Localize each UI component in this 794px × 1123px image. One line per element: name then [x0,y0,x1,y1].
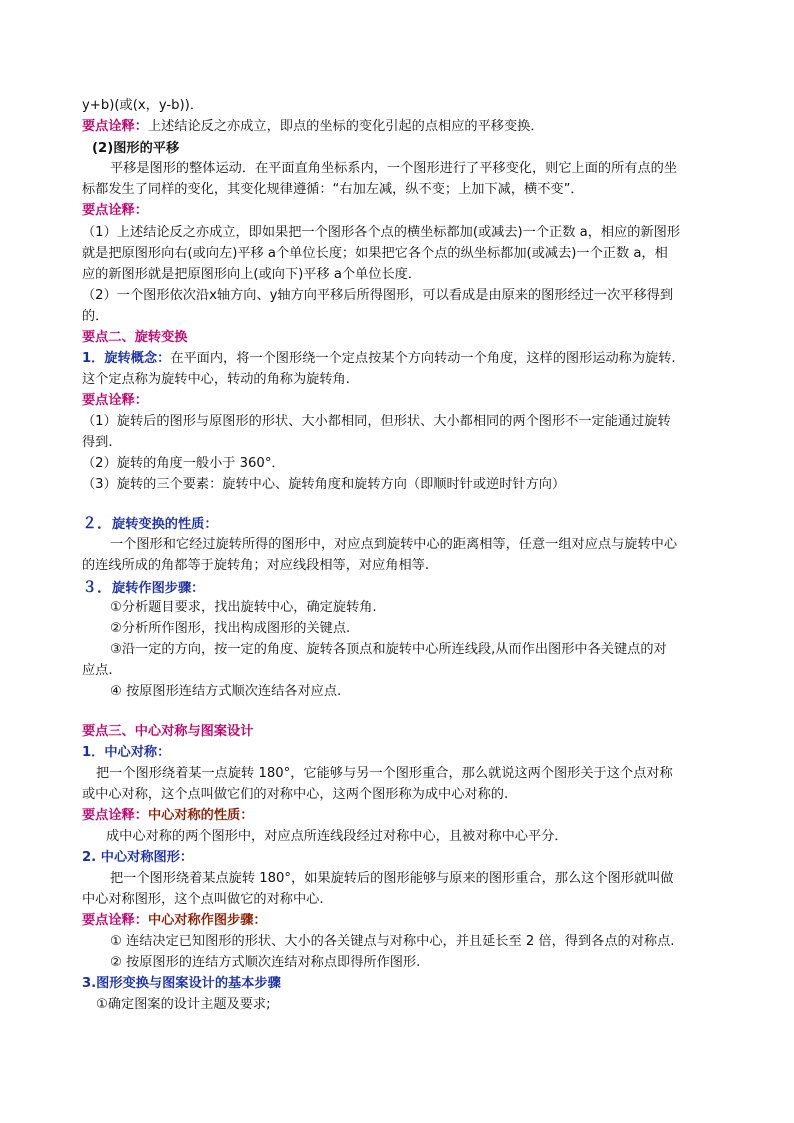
numbered-heading: ２．旋转变换的性质： [82,514,218,532]
section-heading: 要点三、中心对称与图案设计 [82,724,254,739]
key-point-note: 要点诠释：中心对称作图步骤： [82,913,267,928]
note-text: 上述结论反之亦成立，即点的坐标的变化引起的点相应的平移变换． [147,119,544,134]
step-item: ② 按原图形的连结方式顺次连结对称点即得所作图形. [110,955,421,970]
step-item: ②分析所作图形，找出构成图形的关键点. [110,621,351,636]
paragraph-line: 这个定点称为旋转中心，转动的角称为旋转角. [82,372,350,387]
definition-label: 1．旋转概念： [82,351,171,366]
note-label: 要点诠释： [82,913,148,928]
numbered-heading: ３．旋转作图步骤： [82,578,205,596]
paragraph-line: （3）旋转的三个要素：旋转中心、旋转角度和旋转方向（即顺时针或逆时针方向） [82,477,566,492]
step-item: ④ 按原图形连结方式顺次连结各对应点. [110,684,342,699]
paragraph-line: （1）上述结论反之亦成立，即如果把一个图形各个点的横坐标都加(或减去)一个正数 a，相应的新图形 [82,225,681,240]
paragraph-line: 得到. [82,435,113,450]
note-label: 要点诠释： [82,119,148,134]
key-point-note [82,118,722,138]
paragraph-line: 平移是图形的整体运动．在平面直角坐标系内，一个图形进行了平移变化，则它上面的所有点的坐 [110,161,678,176]
paragraph-line: （2）一个图形依次沿x轴方向、y轴方向平移后所得图形，可以看成是由原来的图形经过一次平移得到 [82,288,674,303]
paragraph-line: 把一个图形绕着某一点旋转 180°，它能够与另一个图形重合，那么就说这两个图形关于这个点对称 [96,766,673,781]
section-heading: 要点二、旋转变换 [82,330,188,345]
paragraph-line: （1）旋转后的图形与原图形的形状、大小都相同，但形状、大小都相同的两个图形不一定能通过旋转 [82,414,671,429]
paragraph-line: 一个图形和它经过旋转所得的图形中，对应点到旋转中心的距离相等，任意一组对应点与旋转中心 [110,537,678,552]
paragraph-line: 就是把原图形向右(或向左)平移 a个单位长度；如果把它各个点的纵坐标都加(或减去)一个正数 a，相 [82,246,668,261]
paragraph-line: 把一个图形绕着某点旋转 180°，如果旋转后的图形能够与原来的图形重合，那么这个图形就叫做 [110,871,674,886]
definition-line: 1．旋转概念：在平面内，将一个图形绕一个定点按某个方向转动一个角度，这样的图形运动称为旋转. [82,351,676,366]
paragraph-line: （2）旋转的角度一般小于 360°． [82,456,285,471]
step-item: ①分析题目要求，找出旋转中心，确定旋转角. [110,600,377,615]
numbered-heading: 3.图形变换与图案设计的基本步骤 [82,976,281,991]
paragraph-line: 应的新图形就是把原图形向上(或向下)平移 a个单位长度． [82,267,422,282]
paragraph-line: 或中心对称，这个点叫做它们的对称中心，这两个图形称为成中心对称的. [82,787,509,802]
paragraph-line: 成中心对称的两个图形中，对应点所连线段经过对称中心，且被对称中心平分． [106,829,568,844]
text-line: y+b)(或(x，y-b))． [82,98,204,113]
step-item-continued: 应点. [82,663,113,678]
note-label: 要点诠释： [82,808,148,823]
step-item: ③沿一定的方向，按一定的角度、旋转各顶点和旋转中心所连线段,从而作出图形中各关键点的对 [110,642,667,657]
numbered-heading: 2. 中心对称图形： [82,850,194,865]
paragraph-line: 的连线所成的角都等于旋转角；对应线段相等，对应角相等. [82,558,430,573]
paragraph-line: 的． [82,309,109,324]
step-item: ① 连结决定已知图形的形状、大小的各关键点与对称中心，并且延长至 2 倍，得到各点的对称点. [110,934,675,949]
paragraph-line: 中心对称图形，这个点叫做它的对称中心. [82,892,324,907]
note-label: 要点诠释： [82,393,148,408]
step-item: ①确定图案的设计主题及要求; [96,997,271,1012]
numbered-heading: 1．中心对称： [82,745,171,760]
note-label: 要点诠释： [82,203,148,218]
section-subtitle: (2)图形的平移 [92,141,180,156]
paragraph-line: 标都发生了同样的变化，其变化规律遵循：“右加左减，纵不变；上加下减，横不变”． [82,182,584,197]
key-point-note: 要点诠释：中心对称的性质： [82,808,254,823]
